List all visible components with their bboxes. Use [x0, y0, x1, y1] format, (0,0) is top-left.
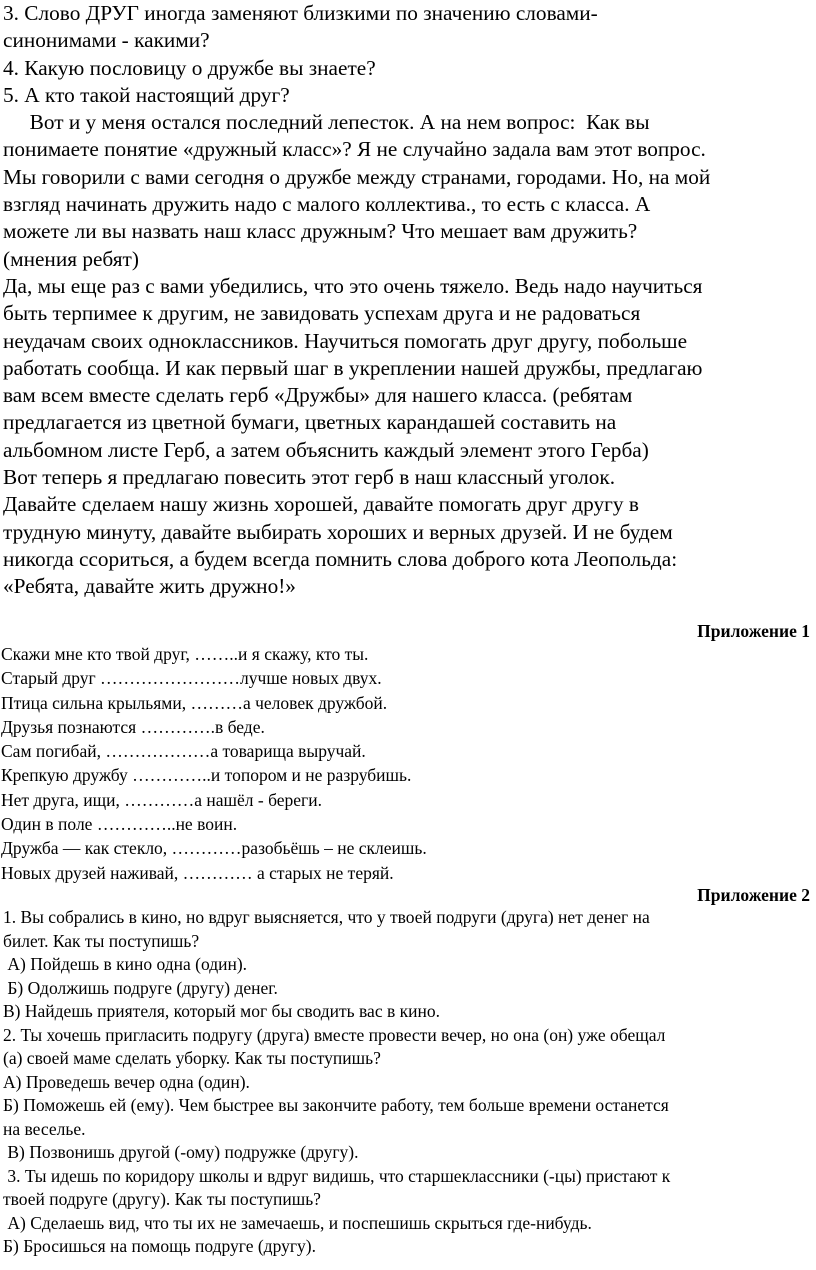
text-line: быть терпимее к другим, не завидовать успехам друга и не радоваться	[3, 301, 641, 326]
text-line: предлагается из цветной бумаги, цветных карандашей составить на	[3, 410, 617, 435]
answer-option: на веселье.	[3, 1118, 86, 1139]
text-line: Вот теперь я предлагаю повесить этот герб в наш классный уголок.	[3, 465, 616, 490]
proverb-item: Старый друг ……………………лучше новых двух.	[1, 668, 382, 689]
proverb-item: Птица сильна крыльями, ………а человек дружбой.	[1, 692, 388, 713]
proverb-item: Новых друзей наживай, ………… а старых не теряй.	[1, 862, 394, 883]
proverb-item: Друзья познаются ………….в беде.	[1, 716, 265, 737]
answer-option: А) Проведешь вечер одна (один).	[3, 1071, 250, 1092]
proverb-item: Один в поле …………..не воин.	[1, 814, 238, 835]
text-line: понимаете понятие «дружный класс»? Я не случайно задала вам этот вопрос.	[3, 137, 706, 162]
question-line: 1. Вы собрались в кино, но вдруг выясняется, что у твоей подруги (друга) нет денег на	[3, 907, 650, 927]
question-line: (а) своей маме сделать уборку. Как ты поступишь?	[3, 1048, 381, 1068]
appendix-2	[0, 884, 816, 1259]
question-line: 2. Ты хочешь пригласить подругу (друга) вместе провести вечер, но она (он) уже обещал	[3, 1024, 666, 1045]
text-line: неудачам своих одноклассников. Научиться помогать друг другу, побольше	[3, 328, 688, 353]
proverb-item: Скажи мне кто твой друг, ……..и я скажу, кто ты.	[1, 644, 369, 664]
proverb-list	[0, 642, 816, 885]
text-line: вам всем вместе сделать герб «Дружбы» для нашего класса. (ребятам	[3, 383, 633, 408]
question-line: твоей подруге (другу). Как ты поступишь?	[3, 1189, 321, 1209]
proverb-item: Нет друга, ищи, …………а нашёл - береги.	[1, 789, 322, 810]
proverb-item: Крепкую дружбу …………..и топором и не разрубишь.	[1, 765, 412, 786]
answer-option: В) Найдешь приятеля, который мог бы сводить вас в кино.	[3, 1001, 440, 1021]
question-line: билет. Как ты поступишь?	[3, 930, 200, 951]
text-line: взгляд начинать дружить надо с малого коллектива., то есть с класса. А	[3, 192, 651, 217]
text-line: Мы говорили с вами сегодня о дружбе между странами, городами. Но, на мой	[3, 164, 711, 189]
text-line: Да, мы еще раз с вами убедились, что это очень тяжело. Ведь надо научиться	[3, 273, 703, 298]
answer-option: А) Сделаешь вид, что ты их не замечаешь, и поспешишь скрыться где-нибудь.	[3, 1212, 592, 1233]
questionnaire	[0, 906, 816, 1259]
main-text	[3, 0, 815, 601]
text-line: «Ребята, давайте жить дружно!»	[3, 574, 296, 599]
text-line: альбомном листе Герб, а затем объяснить каждый элемент этого Герба)	[3, 437, 649, 462]
appendix-2-title: Приложение 2	[697, 885, 810, 905]
text-line: никогда ссориться, а будем всегда помнить слова доброго кота Леопольда:	[3, 546, 678, 571]
appendix-1-title: Приложение 1	[697, 621, 810, 641]
answer-option: В) Позвонишь другой (-ому) подружке (другу).	[3, 1142, 359, 1162]
text-line: 3. Слово ДРУГ иногда заменяют близкими по значению словами-	[3, 1, 598, 25]
text-line: Вот и у меня остался последний лепесток. А на нем вопрос: Как вы	[3, 110, 650, 135]
text-line: работать сообща. И как первый шаг в укреплении нашей дружбы, предлагаю	[3, 355, 703, 380]
answer-option: Б) Поможешь ей (ему). Чем быстрее вы закончите работу, тем больше времени останется	[3, 1095, 669, 1115]
answer-option: А) Пойдешь в кино одна (один).	[3, 954, 248, 974]
question-line: 3. Ты идешь по коридору школы и вдруг видишь, что старшеклассники (-цы) пристают к	[3, 1165, 671, 1186]
text-line: синонимами - какими?	[3, 28, 210, 53]
text-line: трудную минуту, давайте выбирать хороших и верных друзей. И не будем	[3, 519, 673, 544]
appendix-1	[0, 620, 816, 885]
text-line: (мнения ребят)	[3, 246, 139, 271]
answer-option: Б) Бросишься на помощь подруге (другу).	[3, 1236, 316, 1256]
proverb-item: Дружба — как стекло, …………разобьёшь – не склеишь.	[1, 838, 427, 859]
text-line: 4. Какую пословицу о дружбе вы знаете?	[3, 55, 376, 80]
text-line: Давайте сделаем нашу жизнь хорошей, давайте помогать друг другу в	[3, 492, 639, 517]
text-line: можете ли вы назвать наш класс дружным? Что мешает вам дружить?	[3, 219, 638, 244]
proverb-item: Сам погибай, ………………а товарища выручай.	[1, 741, 366, 762]
answer-option: Б) Одолжишь подруге (другу) денег.	[3, 977, 278, 998]
text-line: 5. А кто такой настоящий друг?	[3, 82, 290, 107]
